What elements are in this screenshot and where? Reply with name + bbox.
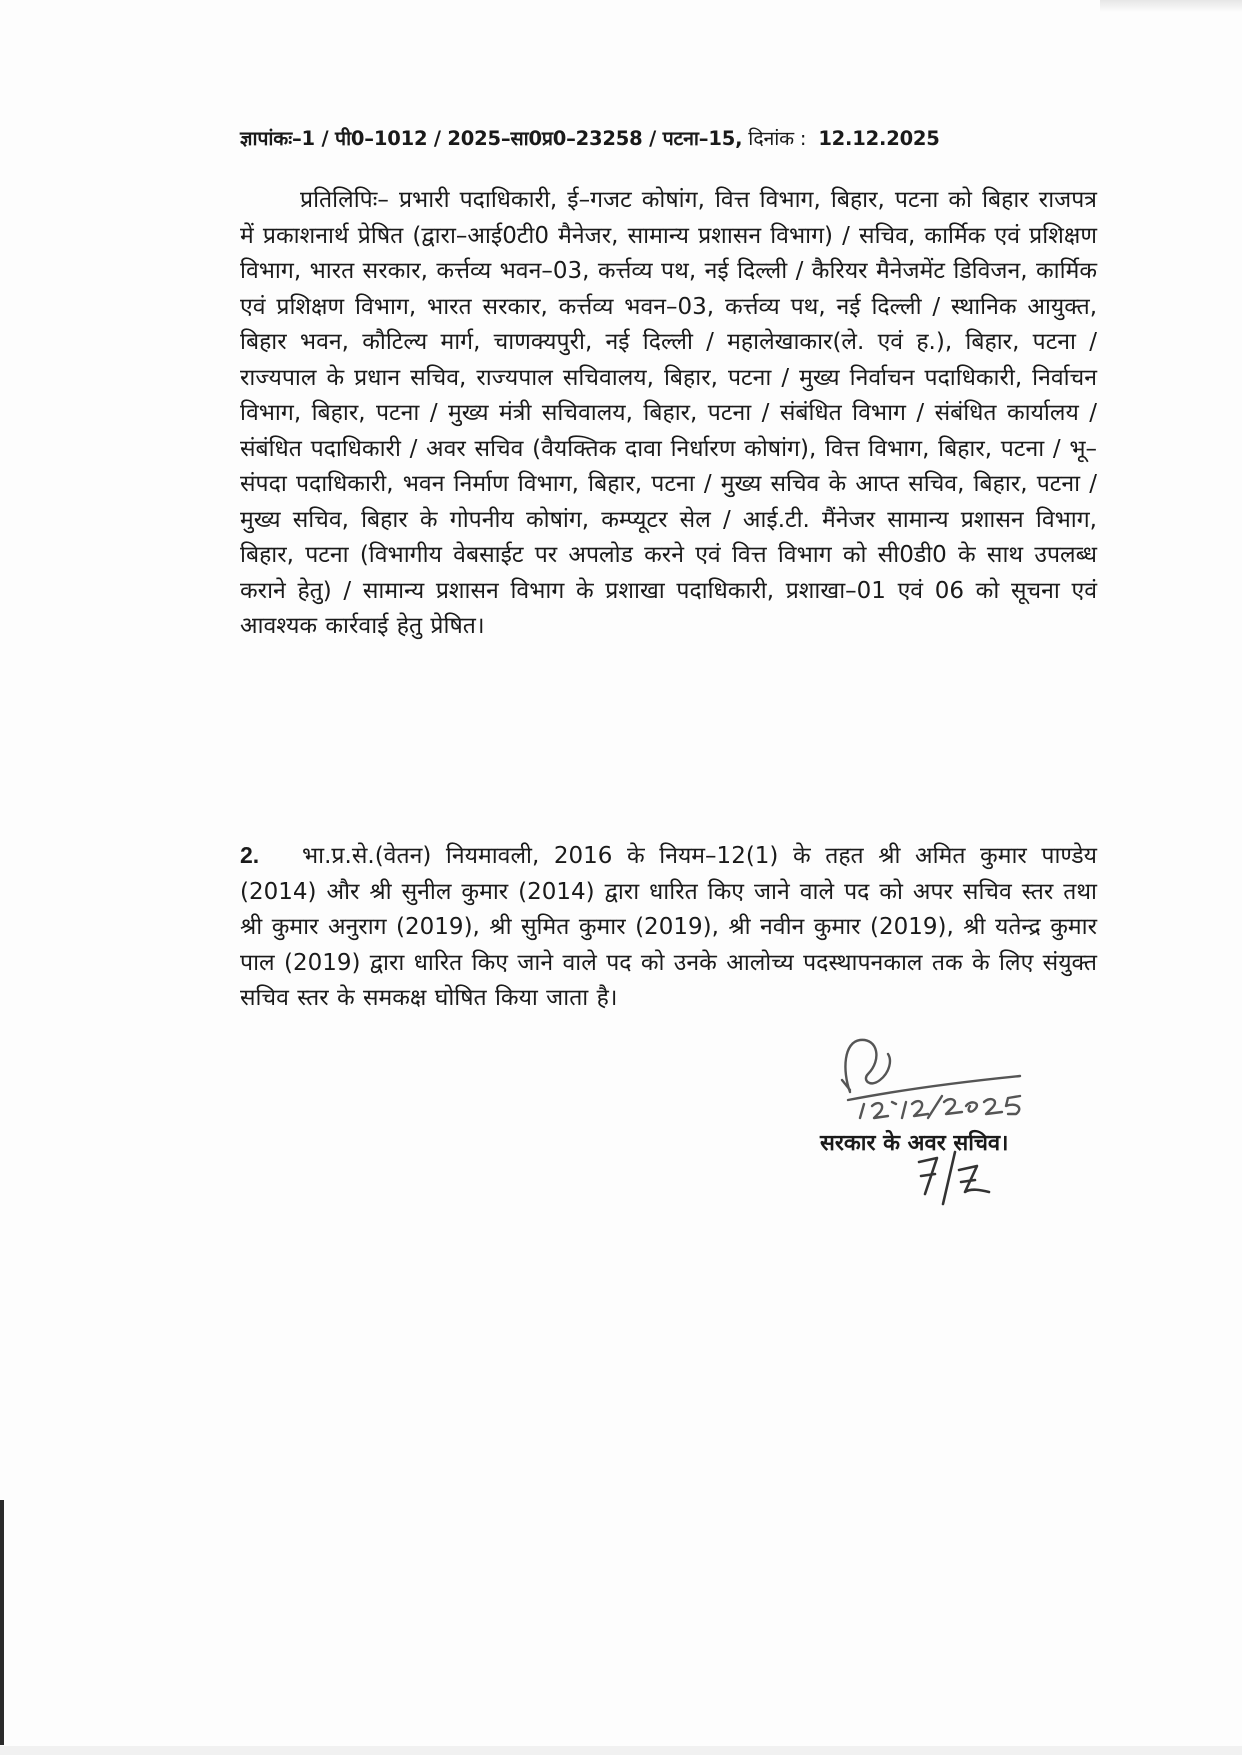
handwritten-page-mark-icon [915, 1148, 995, 1208]
signature-block [820, 1030, 1110, 1220]
memo-date-label: दिनांक : [748, 127, 807, 150]
handwritten-signature-icon [820, 1030, 1110, 1130]
scan-shadow-top [1100, 0, 1242, 12]
memo-number: ज्ञापांकः–1 / पी0–1012 / 2025–सा0प्र0–23258 / पटना–15, [240, 127, 743, 150]
scan-shadow-bottom [0, 1746, 1242, 1755]
paragraph-text: भा.प्र.से.(वेतन) नियमावली, 2016 के नियम–12(1) के तहत श्री अमित कुमार पाण्डेय (2014) और श्री सुनील कुमार (2014) द्वारा धारित किए जाने वाले पद को अपर सचिव स्तर तथा श्री कुमार अनुराग (2019), श्री सुमित कुमार (2019), श्री नवीन कुमार (2019), श्री यतेन्द्र कुमार पाल (2019) द्वारा धारित किए जाने वाले पद को उनके आलोच्य पदस्थापनकाल तक के लिए संयुक्त सचिव स्तर के समकक्ष घोषित किया जाता है। [240, 843, 1097, 1011]
memo-reference-line [240, 124, 1100, 151]
memo-date: 12.12.2025 [818, 127, 940, 150]
scan-edge-left [0, 1500, 4, 1745]
paragraph-2-declaration [240, 838, 1097, 1017]
paragraph-text: प्रतिलिपिः– प्रभारी पदाधिकारी, ई–गजट कोषांग, वित्त विभाग, बिहार, पटना को बिहार राजपत्र में प्रकाशनार्थ प्रेषित (द्वारा–आई0टी0 मैनेजर, सामान्य प्रशासन विभाग) / सचिव, कार्मिक एवं प्रशिक्षण विभाग, भारत सरकार, कर्त्तव्य भवन–03, कर्त्तव्य पथ, नई दिल्ली / कैरियर मैनेजमेंट डिविजन, कार्मिक एवं प्रशिक्षण विभाग, भारत सरकार, कर्त्तव्य भवन–03, कर्त्तव्य पथ, नई दिल्ली / स्थानिक आयुक्त, बिहार भवन, कौटिल्य मार्ग, चाणक्यपुरी, नई दिल्ली / महालेखाकार(ले. एवं ह.), बिहार, पटना / राज्यपाल के प्रधान सचिव, राज्यपाल सचिवालय, बिहार, पटना / मुख्य निर्वाचन पदाधिकारी, निर्वाचन विभाग, बिहार, पटना / मुख्य मंत्री सचिवालय, बिहार, पटना / संबंधित विभाग / संबंधित कार्यालय / संबंधित पदाधिकारी / अवर सचिव (वैयक्तिक दावा निर्धारण कोषांग), वित्त विभाग, बिहार, पटना / भू–संपदा पदाधिकारी, भवन निर्माण विभाग, बिहार, पटना / मुख्य सचिव के आप्त सचिव, बिहार, पटना / मुख्य सचिव, बिहार के गोपनीय कोषांग, कम्प्यूटर सेल / आई.टी. मैंनेजर सामान्य प्रशासन विभाग, बिहार, पटना (विभागीय वेबसाईट पर अपलोड करने एवं वित्त विभाग को सी0डी0 के साथ उपलब्ध कराने हेतु) / सामान्य प्रशासन विभाग के प्रशाखा पदाधिकारी, प्रशाखा–01 एवं 06 को सूचना एवं आवश्यक कार्रवाई हेतु प्रेषित। [240, 187, 1097, 639]
paragraph-number: 2. [240, 842, 260, 868]
signatory-designation: सरकार के अवर सचिव। [820, 1131, 1009, 1156]
paragraph-copy-distribution [240, 183, 1097, 645]
